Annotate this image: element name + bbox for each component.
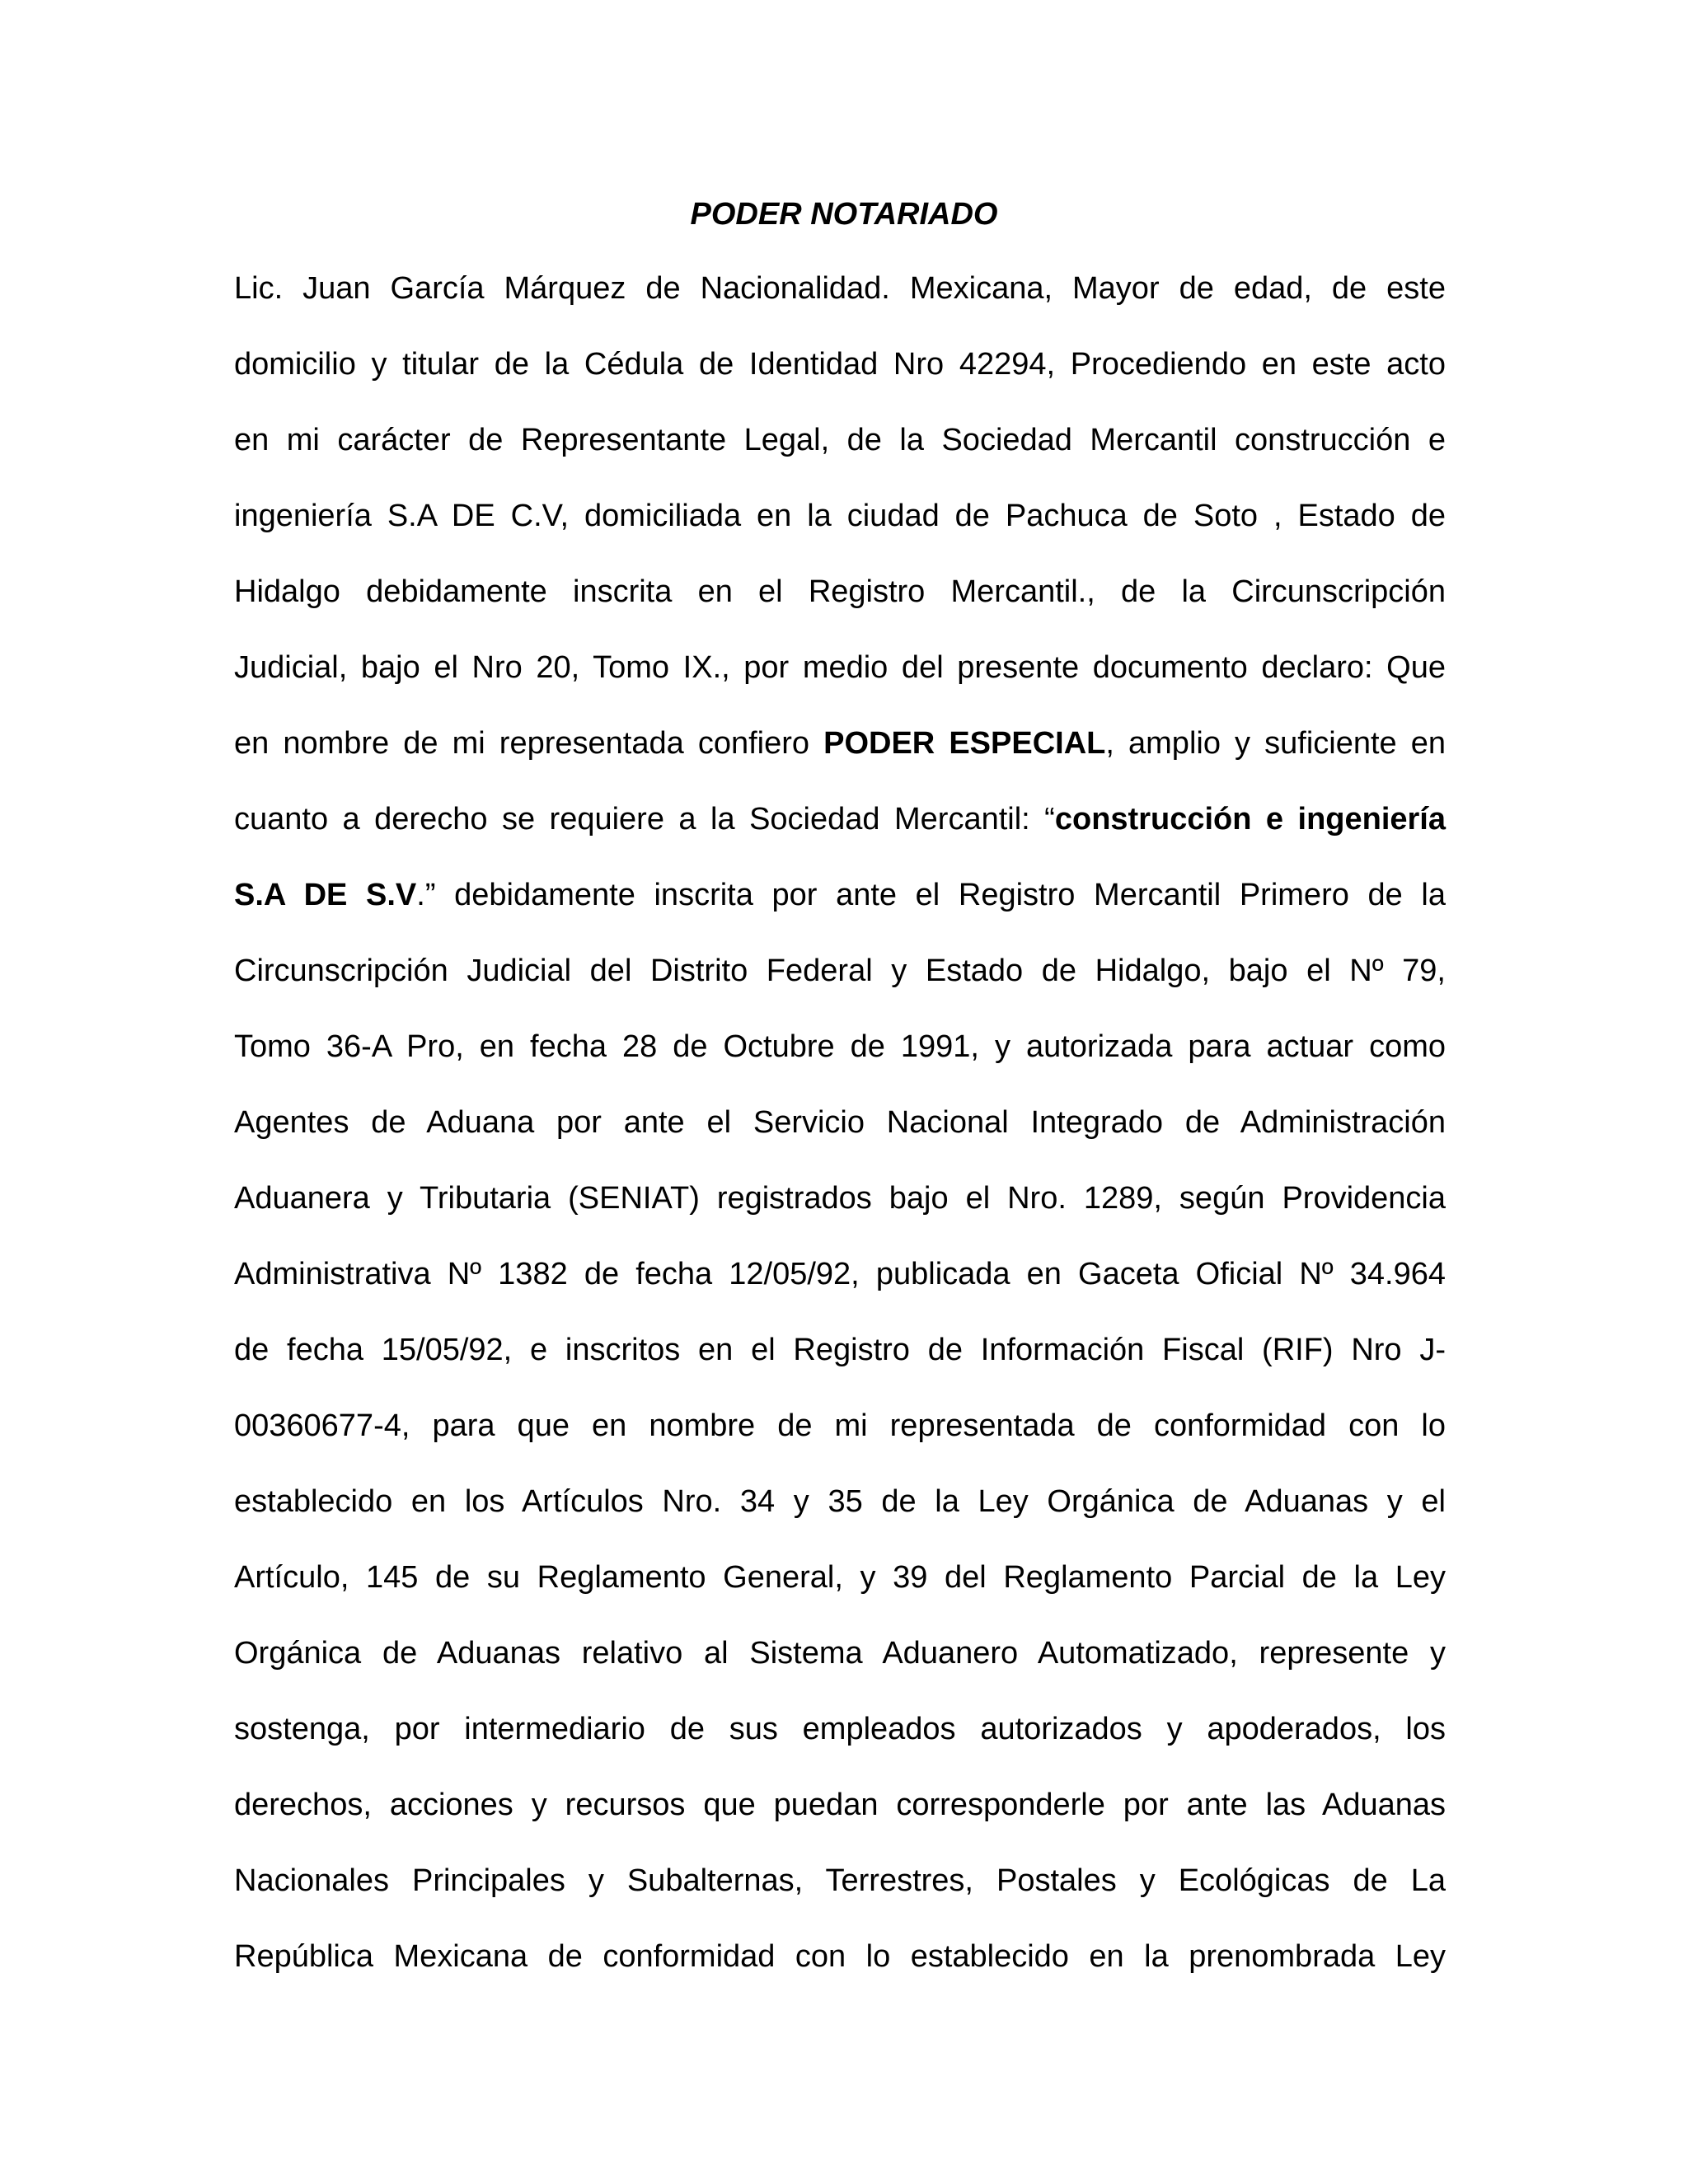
body-line: Artículo, 145 de su Reglamento General, y 39 del Reglamento Parcial de la Ley	[234, 1560, 1446, 1595]
body-line: Orgánica de Aduanas relativo al Sistema Aduanero Automatizado, represente y	[234, 1636, 1446, 1671]
body-text-segment: en nombre de mi representada confiero	[234, 726, 824, 761]
body-line	[234, 719, 1446, 794]
body-line	[234, 870, 1446, 946]
body-line: Aduanera y Tributaria (SENIAT) registrados bajo el Nro. 1289, según Providencia	[234, 1181, 1446, 1216]
bold-phrase: PODER ESPECIAL	[823, 726, 1106, 761]
body-line: en mi carácter de Representante Legal, de la Sociedad Mercantil construcción e	[234, 423, 1446, 457]
document-body	[234, 264, 1446, 2008]
body-line: República Mexicana de conformidad con lo establecido en la prenombrada Ley	[234, 1939, 1446, 1974]
body-line: Circunscripción Judicial del Distrito Federal y Estado de Hidalgo, bajo el Nº 79,	[234, 954, 1446, 988]
body-line: domicilio y titular de la Cédula de Identidad Nro 42294, Procediendo en este acto	[234, 347, 1446, 382]
body-line: establecido en los Artículos Nro. 34 y 35 de la Ley Orgánica de Aduanas y el	[234, 1484, 1446, 1519]
body-line: ingeniería S.A DE C.V, domiciliada en la ciudad de Pachuca de Soto , Estado de	[234, 499, 1446, 533]
body-text-segment: cuanto a derecho se requiere a la Sociedad Mercantil: “	[234, 802, 1055, 837]
body-line: Nacionales Principales y Subalternas, Terrestres, Postales y Ecológicas de La	[234, 1863, 1446, 1898]
body-line: 00360677-4, para que en nombre de mi representada de conformidad con lo	[234, 1408, 1446, 1443]
body-line: Lic. Juan García Márquez de Nacionalidad. Mexicana, Mayor de edad, de este	[234, 271, 1446, 306]
body-line: Judicial, bajo el Nro 20, Tomo IX., por medio del presente documento declaro: Que	[234, 650, 1446, 685]
bold-phrase: S.A DE S.V	[234, 878, 417, 912]
bold-phrase: construcción e ingeniería	[1054, 802, 1447, 837]
body-line: Hidalgo debidamente inscrita en el Registro Mercantil., de la Circunscripción	[234, 574, 1446, 609]
document-title: PODER NOTARIADO	[690, 197, 998, 232]
body-text-segment: .” debidamente inscrita por ante el Registro Mercantil Primero de la	[416, 878, 1446, 912]
body-line: Tomo 36-A Pro, en fecha 28 de Octubre de 1991, y autorizada para actuar como	[234, 1029, 1446, 1064]
body-line: derechos, acciones y recursos que puedan corresponderle por ante las Aduanas	[234, 1788, 1446, 1822]
body-line: Agentes de Aduana por ante el Servicio Nacional Integrado de Administración	[234, 1105, 1446, 1140]
body-line: sostenga, por intermediario de sus empleados autorizados y apoderados, los	[234, 1712, 1446, 1746]
body-line: Administrativa Nº 1382 de fecha 12/05/92, publicada en Gaceta Oficial Nº 34.964	[234, 1257, 1446, 1291]
body-line: de fecha 15/05/92, e inscritos en el Registro de Información Fiscal (RIF) Nro J-	[234, 1333, 1446, 1367]
body-line	[234, 794, 1446, 870]
body-text-segment: , amplio y suficiente en	[1105, 726, 1447, 761]
